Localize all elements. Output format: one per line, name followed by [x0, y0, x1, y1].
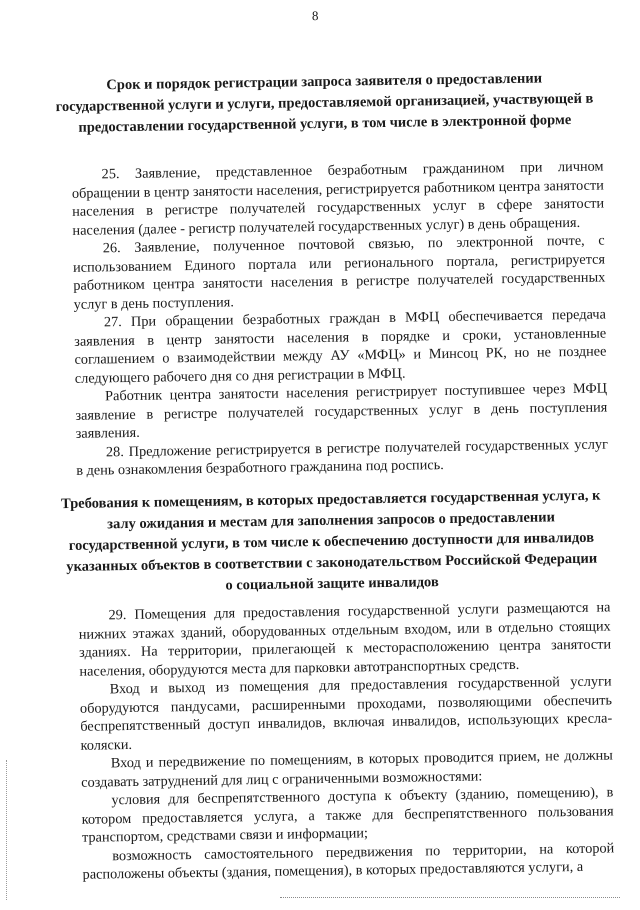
section-body-registration — [71, 158, 608, 481]
paragraph-29-entry: Вход и выход из помещения для предоставления государственной услуги оборудуются пандусами, расширенными проходами, позволяющими обеспечить беспрепятственный доступ инвалидов, включая инвалидов, использующих кресла-коляски. — [79, 673, 613, 754]
paragraph-26: 26. Заявление, полученное почтовой связью, по электронной почте, с использованием Единого портала или регионального портала, регистрируется работником центра занятости населения в регистре получателей государственных услуг в день поступления. — [72, 232, 606, 313]
paragraph-27: 27. При обращении безработных граждан в МФЦ обеспечивается передача заявления в центр занятости населения в порядке и сроки, установленные соглашением о взаимодействии между АУ «МФЦ» и Минсоц РК, но не позднее следующего рабочего дня со дня регистрации в МФЦ. — [74, 306, 607, 387]
paragraph-27-cont: Работник центра занятости населения регистрирует поступившее через МФЦ заявление в регистре получателей государственных услуг в день поступления заявления. — [75, 380, 608, 442]
paragraph-29-movement: Вход и передвижение по помещениям, в которых проводится прием, не должны создавать затруднений для лиц с ограниченными возможностями: — [81, 747, 613, 791]
scan-margin-mark — [6, 760, 8, 900]
paragraph-29: 29. Помещения для предоставления государственной услуги размещаются на нижних этажах зданий, оборудованных отдельным входом, или в отдельно стоящих зданиях. На территории, прилегающей к месторасположению центра занятости населения, оборудуются места для парковки автотранспортных средств. — [78, 599, 612, 680]
paragraph-29-conditions: условия для беспрепятственного доступа к объекту (зданию, помещению), в котором предоставляется услуга, а также для беспрепятственного пользования транспортом, средствами связи и информации; — [81, 784, 614, 846]
scan-bottom-rule — [280, 897, 620, 898]
paragraph-28: 28. Предложение регистрируется в регистре получателей государственных услуг в день ознакомления безработного гражданина под роспись. — [76, 435, 609, 479]
section-heading-registration: Срок и порядок регистрации запроса заявителя о предоставлении государственной услуги и услуги, предоставляемой организацией, участвующей в предоставлении государственной услуги, в том числе в электронной форме — [55, 70, 594, 136]
paragraph-25: 25. Заявление, представленное безработным гражданином при личном обращении в центр занятости населения, регистрируется работником центра занятости населения в регистре получателей государственных услуг в сфере занятости населения (далее - регистр получателей государственных услуг) в день обращения. — [71, 158, 605, 239]
page-number: 8 — [311, 7, 319, 24]
paragraph-29-independent-movement: возможность самостоятельного передвижения по территории, на которой расположены объекты (здания, помещения), в которых предоставляются услуги, а — [82, 839, 615, 883]
section-body-premises — [78, 598, 614, 884]
section-heading-premises: Требования к помещениям, в которых предоставляется государственная услуга, к залу ожидания и местам для заполнения запросов о предоставлении государственной услуги, в том числе к обеспечению доступности для инвалидов указанных объектов в соответствии с законодательством Российской Федерации о социальной защите инвалидов — [60, 487, 601, 594]
